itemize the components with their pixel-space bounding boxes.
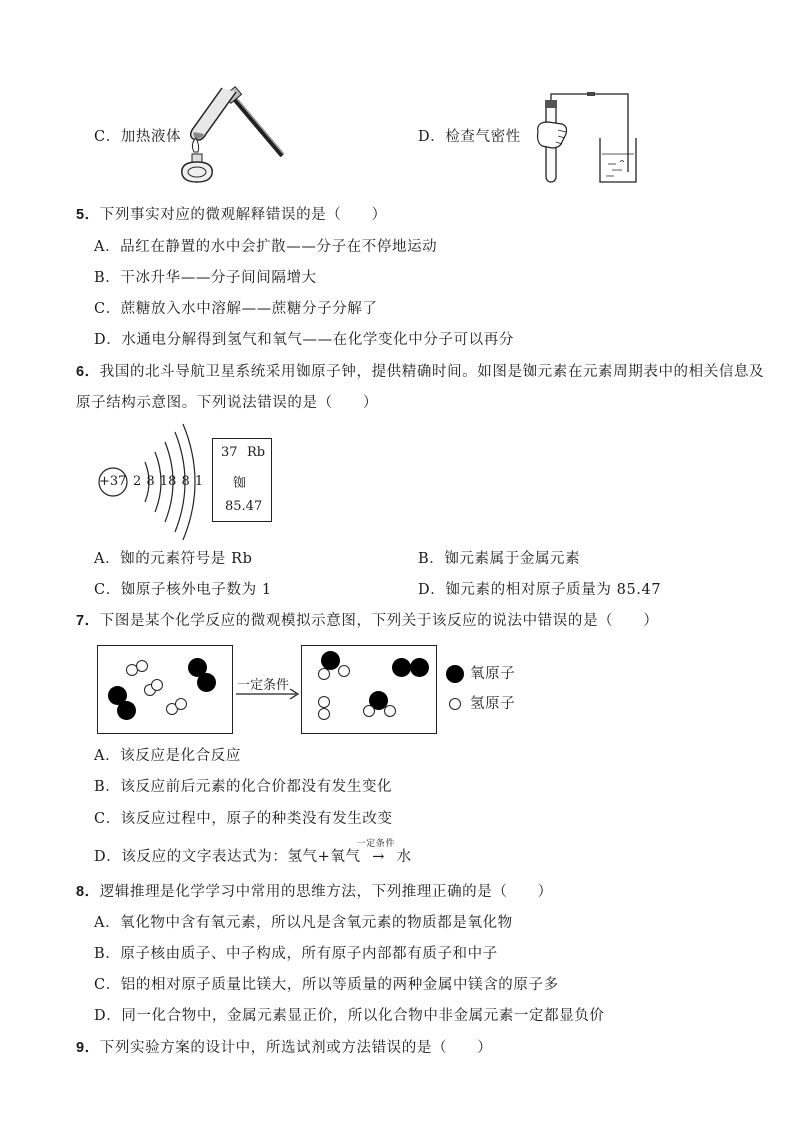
q5-option-d: D．水通电分解得到氢气和氧气——在化学变化中分子可以再分: [94, 332, 514, 348]
element-symbol: Rb: [247, 445, 266, 460]
hydrogen-atom: [384, 705, 396, 717]
airtightness-check-illustration: [532, 92, 642, 187]
element-name: 铷: [233, 476, 247, 491]
nucleus-charge: +37: [99, 474, 127, 489]
question-text: 下图是某个化学反应的微观模拟示意图，下列关于该反应的说法中错误的是（ ）: [99, 613, 659, 629]
q6-option-b: B．铷元素属于金属元素: [418, 551, 581, 567]
equation-arrow-group: [356, 839, 397, 867]
atomic-mass: 85.47: [225, 499, 263, 514]
atomic-number: 37: [221, 445, 238, 460]
question-number: 6．: [76, 364, 100, 380]
products-box: [301, 645, 437, 734]
q5-option-c: C．蔗糖放入水中溶解——蔗糖分子分解了: [94, 301, 378, 317]
q5-stem: [76, 205, 387, 225]
q9-stem: [76, 1038, 492, 1058]
reaction-arrow: [234, 688, 302, 700]
equation-arrow: →: [372, 849, 385, 865]
electron-shells: 2 8 18 8 1: [133, 474, 204, 489]
hydrogen-atom: [363, 705, 375, 717]
oxygen-legend-label: 氧原子: [470, 666, 516, 682]
hydrogen-atom: [175, 698, 187, 710]
periodic-table-cell: [212, 438, 272, 522]
q5-option-a: A．品红在静置的水中会扩散——分子在不停地运动: [94, 239, 438, 255]
q4-option-c: C．加热液体: [94, 129, 182, 145]
hydrogen-atom: [151, 679, 163, 691]
q7-option-c: C．该反应过程中，原子的种类没有发生改变: [94, 811, 393, 827]
q7-option-a: A．该反应是化合反应: [94, 748, 241, 764]
oxygen-atom: [197, 673, 216, 692]
heating-liquid-illustration: [170, 82, 290, 192]
q4-option-d: D．检查气密性: [418, 129, 521, 145]
q6-stem-line1: [76, 362, 764, 382]
question-number: 9．: [76, 1040, 100, 1056]
hydrogen-atom: [136, 660, 148, 672]
oxygen-atom: [117, 701, 136, 720]
hydrogen-atom: [338, 665, 350, 677]
oxygen-atom: [392, 658, 411, 677]
q7-stem: [76, 611, 658, 631]
q6-stem-line2: 原子结构示意图。下列说法错误的是（ ）: [76, 395, 378, 411]
question-text: 下列实验方案的设计中，所选试剂或方法错误的是（ ）: [99, 1040, 493, 1056]
equation-condition: 一定条件: [356, 839, 395, 849]
question-number: 8．: [76, 884, 100, 900]
oxygen-atom: [321, 651, 340, 670]
q6-option-d: D．铷元素的相对原子质量为 85.47: [418, 582, 662, 598]
q8-option-c: C．铝的相对原子质量比镁大，所以等质量的两种金属中镁含的原子多: [94, 977, 559, 993]
hydrogen-legend-label: 氢原子: [470, 696, 516, 712]
question-text: 逻辑推理是化学学习中常用的思维方法，下列推理正确的是（ ）: [99, 884, 553, 900]
reaction-condition: 一定条件: [237, 678, 290, 693]
q6-option-a: A．铷的元素符号是 Rb: [94, 551, 253, 567]
question-text: 下列事实对应的微观解释错误的是（ ）: [99, 207, 387, 223]
q7-option-d: [94, 839, 412, 867]
q8-option-b: B．原子核由质子、中子构成，所有原子内部都有质子和中子: [94, 946, 498, 962]
q6-option-c: C．铷原子核外电子数为 1: [94, 582, 272, 598]
q7-option-b: B．该反应前后元素的化合价都没有发生变化: [94, 779, 393, 795]
oxygen-atom: [410, 658, 429, 677]
hydrogen-atom: [318, 696, 330, 708]
q8-stem: [76, 882, 553, 902]
reactants-box: [97, 645, 233, 734]
question-number: 5．: [76, 207, 100, 223]
q5-option-b: B．干冰升华——分子间间隔增大: [94, 270, 317, 286]
equation-lhs: 氢气+氧气: [287, 849, 361, 865]
hydrogen-atom: [318, 708, 330, 720]
equation-rhs: 水: [396, 849, 412, 865]
question-text: 我国的北斗导航卫星系统采用铷原子钟，提供精确时间。如图是铷元素在元素周期表中的相关信息及: [99, 364, 765, 380]
oxygen-legend-marker: [446, 665, 464, 683]
q8-option-a: A．氧化物中含有氧元素，所以凡是含氧元素的物质都是氧化物: [94, 915, 513, 931]
question-number: 7．: [76, 613, 100, 629]
option-d-prefix: D．该反应的文字表达式为：: [94, 849, 288, 865]
hydrogen-legend-marker: [449, 698, 461, 710]
q8-option-d: D．同一化合物中，金属元素显正价，所以化合物中非金属元素一定都显负价: [94, 1008, 605, 1024]
